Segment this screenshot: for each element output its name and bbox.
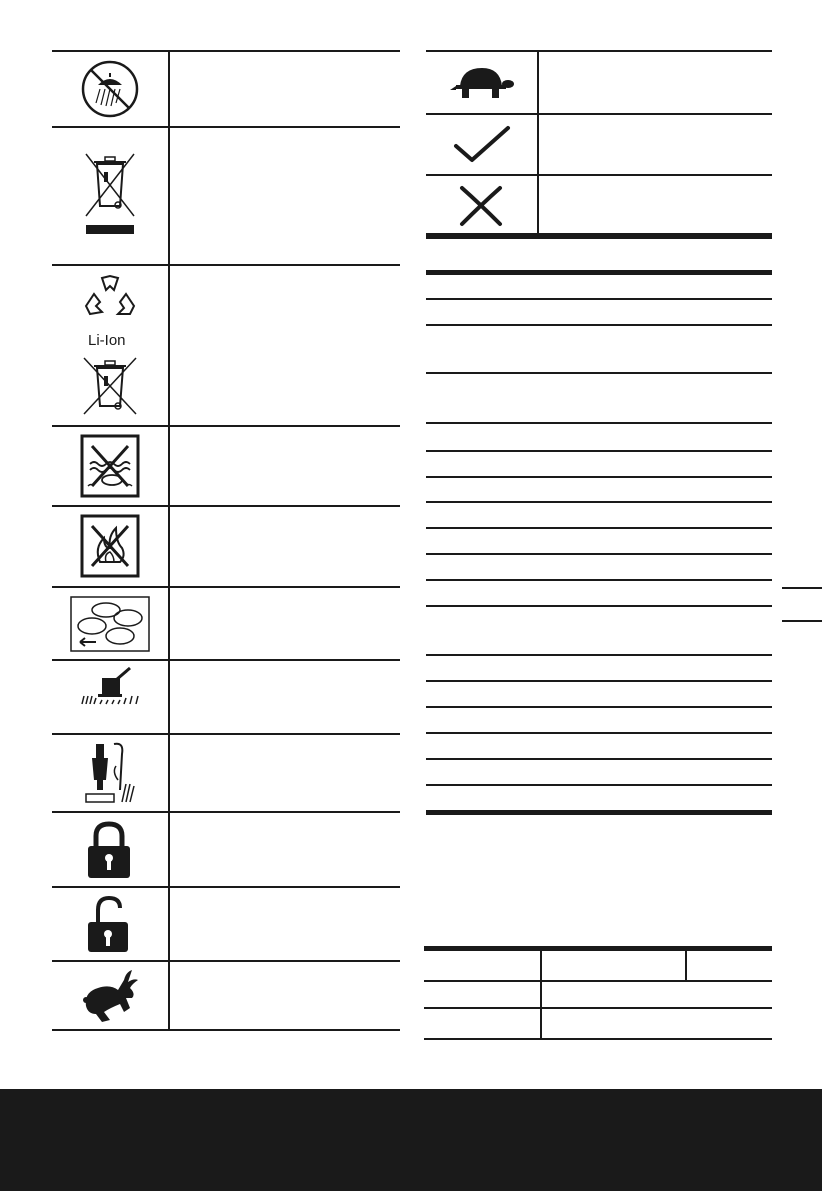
table-rule xyxy=(426,324,772,326)
table-rule xyxy=(426,605,772,607)
lock-icon xyxy=(84,820,134,880)
table-rule xyxy=(52,811,400,813)
tab-rule xyxy=(782,620,822,622)
cross-icon xyxy=(458,184,504,228)
table-rule xyxy=(426,113,772,115)
tab-rule xyxy=(782,587,822,589)
table-rule xyxy=(52,886,400,888)
table-rule xyxy=(426,732,772,734)
footer-band xyxy=(0,1089,822,1191)
column-divider xyxy=(537,50,539,233)
blade-hazard-icon xyxy=(82,740,138,806)
column-divider xyxy=(168,50,170,1031)
table-rule xyxy=(424,1038,772,1040)
table-rule xyxy=(426,298,772,300)
li-ion-recycle-icon xyxy=(78,272,142,328)
table-rule xyxy=(52,733,400,735)
column-divider xyxy=(685,951,687,980)
table-rule-heavy xyxy=(424,946,772,951)
table-rule xyxy=(52,264,400,266)
no-fire-icon xyxy=(80,514,140,578)
table-rule xyxy=(426,174,772,176)
table-rule xyxy=(426,553,772,555)
table-rule xyxy=(52,505,400,507)
table-rule xyxy=(426,372,772,374)
table-rule xyxy=(52,586,400,588)
turtle-slow-icon xyxy=(448,62,514,102)
rabbit-fast-icon xyxy=(80,968,140,1024)
table-rule xyxy=(426,50,772,52)
table-rule xyxy=(52,126,400,128)
table-rule xyxy=(52,50,400,52)
table-rule xyxy=(426,450,772,452)
table-rule xyxy=(426,784,772,786)
table-rule xyxy=(52,1029,400,1031)
table-rule xyxy=(426,706,772,708)
cutting-height-icon xyxy=(80,666,140,706)
table-rule xyxy=(426,654,772,656)
mower-collision-icon xyxy=(70,596,150,652)
table-rule xyxy=(52,960,400,962)
table-rule xyxy=(426,422,772,424)
crossed-bin-icon xyxy=(80,150,140,235)
table-rule xyxy=(426,758,772,760)
table-rule-heavy xyxy=(426,233,772,239)
table-rule xyxy=(426,501,772,503)
crossed-bin-icon xyxy=(80,356,140,416)
table-rule xyxy=(426,680,772,682)
column-divider xyxy=(540,951,542,1038)
no-rain-icon xyxy=(80,59,140,119)
unlock-icon xyxy=(86,894,136,954)
table-rule-heavy xyxy=(426,270,772,275)
table-rule xyxy=(52,659,400,661)
table-rule xyxy=(52,425,400,427)
table-rule xyxy=(424,1007,772,1009)
table-rule xyxy=(424,980,772,982)
table-rule xyxy=(426,579,772,581)
li-ion-label: Li-Ion xyxy=(88,332,126,349)
check-icon xyxy=(452,124,512,164)
table-rule-heavy xyxy=(426,810,772,815)
no-water-icon xyxy=(80,434,140,498)
table-rule xyxy=(426,476,772,478)
table-rule xyxy=(426,527,772,529)
